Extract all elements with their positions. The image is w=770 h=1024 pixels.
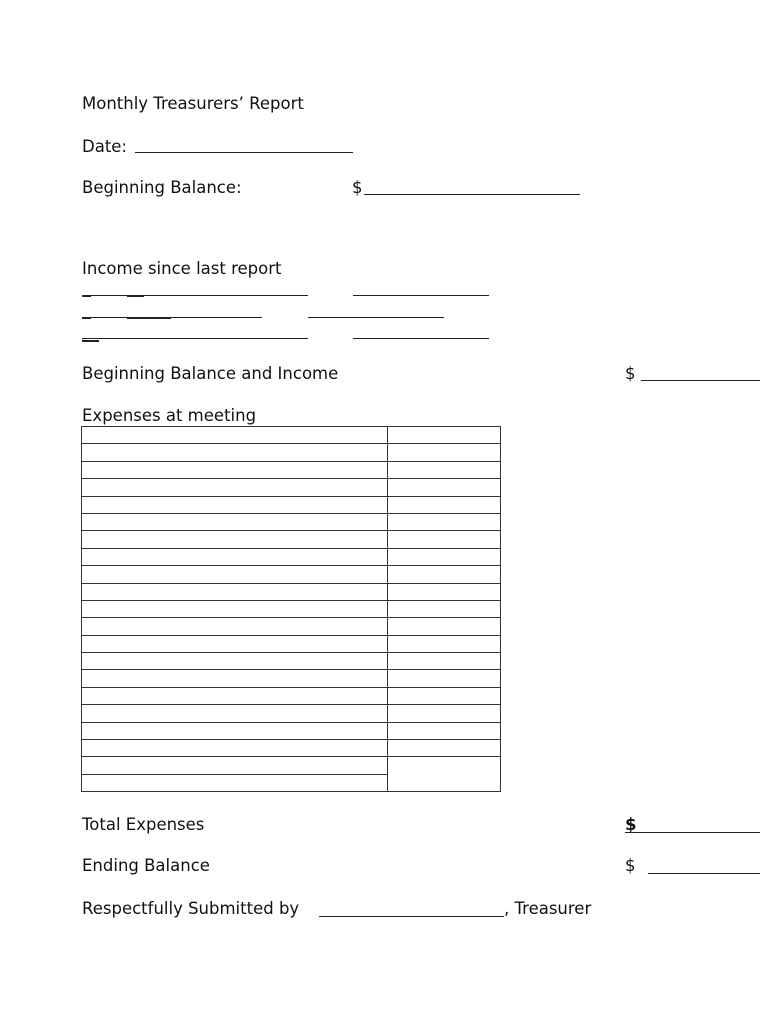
- income-source-field-3[interactable]: [82, 338, 308, 339]
- expense-row: [82, 722, 501, 739]
- income-source-field-1[interactable]: [82, 295, 308, 296]
- beg-bal-income-currency: $: [625, 364, 636, 383]
- expense-description-cell[interactable]: [82, 722, 388, 739]
- income-amount-field-3[interactable]: [353, 338, 489, 339]
- expense-row: [82, 670, 501, 687]
- expense-description-cell[interactable]: [82, 496, 388, 513]
- expense-description-cell[interactable]: [82, 583, 388, 600]
- expense-description-cell[interactable]: [82, 757, 388, 774]
- income-source-field-2[interactable]: [82, 317, 262, 318]
- expense-amount-cell[interactable]: [388, 444, 501, 461]
- expense-description-cell[interactable]: [82, 670, 388, 687]
- expense-amount-cell[interactable]: [388, 687, 501, 704]
- expense-row: [82, 444, 501, 461]
- total-expenses-label: Total Expenses: [82, 815, 205, 834]
- income-amount-field-2[interactable]: [308, 317, 444, 318]
- income-mark: [82, 340, 99, 342]
- expense-description-cell[interactable]: [82, 444, 388, 461]
- income-mark: [127, 317, 171, 319]
- expense-amount-cell[interactable]: [388, 757, 501, 792]
- beginning-balance-field[interactable]: [364, 194, 580, 195]
- beg-bal-income-field[interactable]: [641, 380, 760, 381]
- expense-description-cell[interactable]: [82, 600, 388, 617]
- expense-amount-cell[interactable]: [388, 653, 501, 670]
- expense-amount-cell[interactable]: [388, 461, 501, 478]
- page-title: Monthly Treasurers’ Report: [82, 94, 304, 113]
- expense-row: [82, 427, 501, 444]
- expense-amount-cell[interactable]: [388, 635, 501, 652]
- date-field[interactable]: [135, 152, 353, 153]
- expense-row: [82, 531, 501, 548]
- expense-description-cell[interactable]: [82, 566, 388, 583]
- expense-amount-cell[interactable]: [388, 566, 501, 583]
- treasurer-name-field[interactable]: [319, 916, 504, 917]
- expense-row: [82, 687, 501, 704]
- income-amount-field-1[interactable]: [353, 295, 489, 296]
- expense-amount-cell[interactable]: [388, 513, 501, 530]
- expense-description-cell[interactable]: [82, 653, 388, 670]
- ending-balance-label: Ending Balance: [82, 856, 210, 875]
- expense-row: [82, 496, 501, 513]
- expense-amount-cell[interactable]: [388, 705, 501, 722]
- expense-description-cell[interactable]: [82, 740, 388, 757]
- ending-balance-field[interactable]: [648, 873, 760, 874]
- expense-row: [82, 653, 501, 670]
- expenses-label: Expenses at meeting: [82, 406, 257, 425]
- expense-description-cell[interactable]: [82, 479, 388, 496]
- expense-amount-cell[interactable]: [388, 618, 501, 635]
- expense-description-cell[interactable]: [82, 427, 388, 444]
- total-expenses-field[interactable]: [625, 832, 760, 833]
- expense-row: [82, 635, 501, 652]
- expenses-table: [81, 426, 501, 792]
- expense-description-cell[interactable]: [82, 774, 388, 791]
- expense-description-cell[interactable]: [82, 705, 388, 722]
- income-mark: [82, 295, 91, 297]
- total-expenses-currency: $: [625, 815, 637, 834]
- expense-description-cell[interactable]: [82, 618, 388, 635]
- expense-row: [82, 461, 501, 478]
- expense-row: [82, 740, 501, 757]
- income-mark: [127, 295, 144, 297]
- expense-description-cell[interactable]: [82, 461, 388, 478]
- expense-amount-cell[interactable]: [388, 583, 501, 600]
- expense-row: [82, 479, 501, 496]
- expense-amount-cell[interactable]: [388, 670, 501, 687]
- income-mark: [82, 317, 91, 319]
- expense-row: [82, 705, 501, 722]
- expense-description-cell[interactable]: [82, 513, 388, 530]
- expense-row: [82, 600, 501, 617]
- expense-row: [82, 757, 501, 774]
- expense-amount-cell[interactable]: [388, 479, 501, 496]
- expense-amount-cell[interactable]: [388, 600, 501, 617]
- income-label: Income since last report: [82, 259, 282, 278]
- beginning-balance-currency: $: [352, 178, 363, 197]
- expense-amount-cell[interactable]: [388, 548, 501, 565]
- submitted-suffix: , Treasurer: [504, 899, 592, 918]
- expense-amount-cell[interactable]: [388, 722, 501, 739]
- ending-balance-currency: $: [625, 856, 636, 875]
- expense-row: [82, 513, 501, 530]
- expense-row: [82, 583, 501, 600]
- expense-description-cell[interactable]: [82, 635, 388, 652]
- expense-amount-cell[interactable]: [388, 427, 501, 444]
- expense-amount-cell[interactable]: [388, 740, 501, 757]
- expense-row: [82, 618, 501, 635]
- expense-row: [82, 566, 501, 583]
- expense-description-cell[interactable]: [82, 548, 388, 565]
- beg-bal-income-label: Beginning Balance and Income: [82, 364, 339, 383]
- expense-description-cell[interactable]: [82, 687, 388, 704]
- expense-amount-cell[interactable]: [388, 496, 501, 513]
- date-label: Date:: [82, 137, 127, 156]
- expense-description-cell[interactable]: [82, 531, 388, 548]
- beginning-balance-label: Beginning Balance:: [82, 178, 242, 197]
- expense-row: [82, 548, 501, 565]
- expense-amount-cell[interactable]: [388, 531, 501, 548]
- submitted-label: Respectfully Submitted by: [82, 899, 300, 918]
